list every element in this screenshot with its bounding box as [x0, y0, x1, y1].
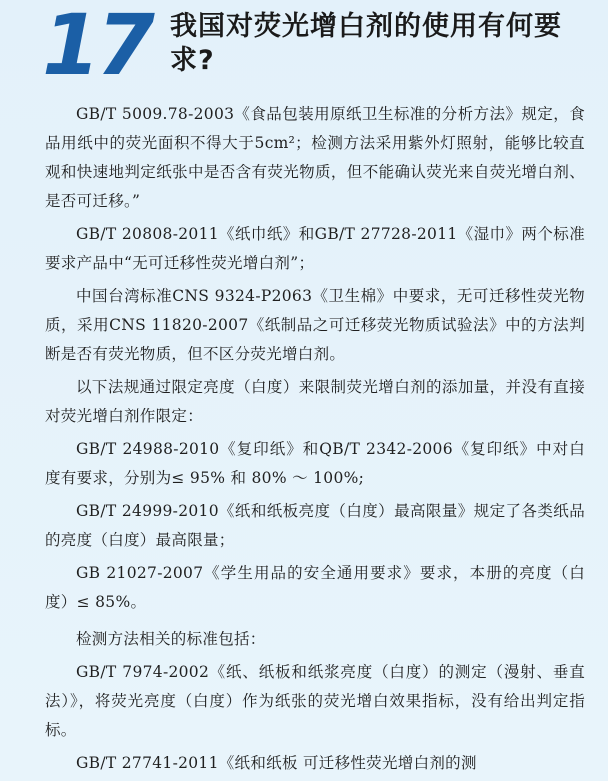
paragraph-gb24999: GB/T 24999-2010《纸和纸板亮度（白度）最高限量》规定了各类纸品的亮度（白度）最高限量； — [45, 502, 585, 549]
article-header — [0, 0, 608, 94]
paragraph-cns9324: 中国台湾标准CNS 9324-P2063《卫生棉》中要求，无可迁移性荧光物质，采用CNS 11820-2007《纸制品之可迁移荧光物质试验法》中的方法判断是否有荧光物质，但不区分荧光增白剂。 — [45, 287, 585, 363]
paragraph-gb20808: GB/T 20808-2011《纸巾纸》和GB/T 27728-2011《湿巾》两个标准要求产品中“无可迁移性荧光增白剂”； — [45, 225, 585, 272]
paragraph-gb21027: GB 21027-2007《学生用品的安全通用要求》要求，本册的亮度（白度）≤ 85%。 — [45, 564, 585, 611]
paragraph-gb24988: GB/T 24988-2010《复印纸》和QB/T 2342-2006《复印纸》中对白度有要求，分别为≤ 95% 和 80% ～ 100%; — [45, 440, 585, 487]
paragraph-gb7974: GB/T 7974-2002《纸、纸板和纸浆亮度（白度）的测定（漫射、垂直法）》，将荧光亮度（白度）作为纸张的荧光增白效果指标，没有给出判定指标。 — [45, 663, 585, 739]
paragraph-test-methods-intro: 检测方法相关的标准包括： — [76, 630, 266, 648]
paragraph-brightness-regulations: 以下法规通过限定亮度（白度）来限制荧光增白剂的添加量，并没有直接对荧光增白剂作限定： — [45, 378, 585, 425]
paragraph-gb27741: GB/T 27741-2011《纸和纸板 可迁移性荧光增白剂的测 — [76, 754, 477, 772]
question-number: 17 — [42, 0, 151, 94]
article-title: 我国对荧光增白剂的使用有何要求? — [170, 11, 562, 76]
article-body — [45, 100, 585, 781]
paragraph-gb5009: GB/T 5009.78-2003《食品包装用原纸卫生标准的分析方法》规定，食品用纸中的荧光面积不得大于5cm²；检测方法采用紫外灯照射，能够比较直观和快速地判定纸张中是否含有荧光物质，但不能确认荧光来自荧光增白剂、是否可迁移。” — [45, 105, 585, 210]
